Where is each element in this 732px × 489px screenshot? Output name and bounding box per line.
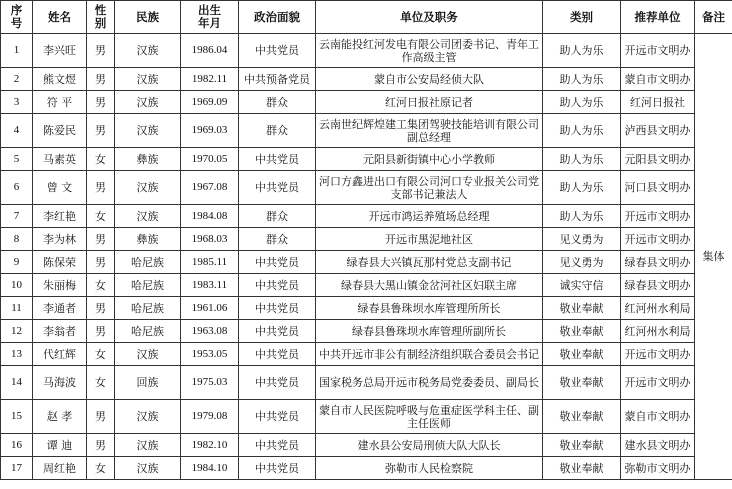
cell-political: 中共党员 [239, 34, 316, 68]
cell-unit: 云南能投红河发电有限公司团委书记、青年工作高级主管 [316, 34, 543, 68]
cell-political: 中共党员 [239, 297, 316, 320]
cell-recommender: 开远市文明办 [621, 228, 695, 251]
cell-political: 中共党员 [239, 251, 316, 274]
cell-gender: 女 [87, 148, 115, 171]
cell-ethnicity: 汉族 [115, 434, 181, 457]
cell-ethnicity: 汉族 [115, 343, 181, 366]
table-row [1, 343, 732, 366]
cell-seq: 6 [1, 171, 33, 205]
cell-seq: 1 [1, 34, 33, 68]
cell-unit: 弥勒市人民检察院 [316, 457, 543, 480]
cell-political: 中共党员 [239, 400, 316, 434]
cell-recommender: 绿春县文明办 [621, 251, 695, 274]
cell-seq: 10 [1, 274, 33, 297]
cell-political: 中共党员 [239, 148, 316, 171]
cell-unit: 绿春县鲁珠坝水库管理所所长 [316, 297, 543, 320]
cell-unit: 开远市黑泥地社区 [316, 228, 543, 251]
cell-gender: 男 [87, 114, 115, 148]
col-header-birth: 出生 年月 [181, 1, 239, 34]
cell-birth: 1984.08 [181, 205, 239, 228]
cell-ethnicity: 哈尼族 [115, 297, 181, 320]
cell-category: 敬业奉献 [543, 434, 621, 457]
table-row [1, 320, 732, 343]
cell-category: 助人为乐 [543, 34, 621, 68]
table-row [1, 171, 732, 205]
cell-recommender: 开远市文明办 [621, 34, 695, 68]
cell-unit: 绿春县大黑山镇金岔河社区妇联主席 [316, 274, 543, 297]
col-header-unit: 单位及职务 [316, 1, 543, 34]
cell-political: 中共党员 [239, 457, 316, 480]
cell-recommender: 弥勒市文明办 [621, 457, 695, 480]
table-row [1, 205, 732, 228]
cell-gender: 男 [87, 320, 115, 343]
cell-political: 中共党员 [239, 343, 316, 366]
cell-birth: 1986.04 [181, 34, 239, 68]
header-row [1, 1, 732, 34]
cell-gender: 男 [87, 171, 115, 205]
table-row [1, 228, 732, 251]
cell-recommender: 蒙自市文明办 [621, 68, 695, 91]
col-header-recommender: 推荐单位 [621, 1, 695, 34]
cell-seq: 2 [1, 68, 33, 91]
cell-name: 符 平 [33, 91, 87, 114]
cell-birth: 1983.11 [181, 274, 239, 297]
cell-gender: 男 [87, 400, 115, 434]
table-row [1, 297, 732, 320]
cell-gender: 女 [87, 366, 115, 400]
col-header-seq: 序 号 [1, 1, 33, 34]
cell-political: 中共党员 [239, 171, 316, 205]
cell-political: 中共党员 [239, 320, 316, 343]
cell-unit: 中共开远市非公有制经济组织联合委员会书记 [316, 343, 543, 366]
cell-unit: 国家税务总局开远市税务局党委委员、副局长 [316, 366, 543, 400]
cell-name: 马素英 [33, 148, 87, 171]
cell-birth: 1970.05 [181, 148, 239, 171]
cell-birth: 1982.11 [181, 68, 239, 91]
col-header-name: 姓名 [33, 1, 87, 34]
cell-name: 李兴旺 [33, 34, 87, 68]
table-row [1, 251, 732, 274]
cell-recommender: 元阳县文明办 [621, 148, 695, 171]
cell-seq: 7 [1, 205, 33, 228]
cell-ethnicity: 汉族 [115, 205, 181, 228]
cell-unit: 绿春县鲁珠坝水库管理所副所长 [316, 320, 543, 343]
cell-ethnicity: 汉族 [115, 400, 181, 434]
cell-birth: 1975.03 [181, 366, 239, 400]
cell-unit: 河口方鑫进出口有限公司河口专业报关公司党支部书记兼法人 [316, 171, 543, 205]
cell-seq: 8 [1, 228, 33, 251]
cell-recommender: 开远市文明办 [621, 366, 695, 400]
cell-ethnicity: 回族 [115, 366, 181, 400]
cell-unit: 开远市鸿运养殖场总经理 [316, 205, 543, 228]
table-row [1, 114, 732, 148]
cell-gender: 女 [87, 205, 115, 228]
table-row [1, 274, 732, 297]
cell-gender: 男 [87, 434, 115, 457]
cell-seq: 9 [1, 251, 33, 274]
cell-category: 敬业奉献 [543, 343, 621, 366]
cell-birth: 1968.03 [181, 228, 239, 251]
cell-name: 李为林 [33, 228, 87, 251]
cell-gender: 男 [87, 228, 115, 251]
cell-recommender: 开远市文明办 [621, 343, 695, 366]
cell-birth: 1982.10 [181, 434, 239, 457]
cell-seq: 11 [1, 297, 33, 320]
cell-category: 敬业奉献 [543, 366, 621, 400]
cell-birth: 1979.08 [181, 400, 239, 434]
cell-birth: 1967.08 [181, 171, 239, 205]
cell-name: 李通者 [33, 297, 87, 320]
table-row [1, 400, 732, 434]
cell-ethnicity: 汉族 [115, 91, 181, 114]
cell-political: 群众 [239, 114, 316, 148]
table-row [1, 457, 732, 480]
cell-name: 熊文煜 [33, 68, 87, 91]
cell-ethnicity: 汉族 [115, 171, 181, 205]
cell-recommender: 河口县文明办 [621, 171, 695, 205]
cell-seq: 14 [1, 366, 33, 400]
cell-name: 赵 孝 [33, 400, 87, 434]
cell-seq: 12 [1, 320, 33, 343]
cell-unit: 蒙自市人民医院呼吸与危重症医学科主任、副主任医师 [316, 400, 543, 434]
cell-seq: 5 [1, 148, 33, 171]
cell-gender: 男 [87, 34, 115, 68]
cell-name: 曾 文 [33, 171, 87, 205]
cell-unit: 蒙自市公安局经侦大队 [316, 68, 543, 91]
table-row [1, 68, 732, 91]
cell-ethnicity: 哈尼族 [115, 251, 181, 274]
cell-birth: 1963.08 [181, 320, 239, 343]
cell-category: 助人为乐 [543, 114, 621, 148]
col-header-note: 备注 [695, 1, 732, 34]
cell-ethnicity: 汉族 [115, 68, 181, 91]
cell-seq: 17 [1, 457, 33, 480]
cell-gender: 男 [87, 91, 115, 114]
cell-category: 助人为乐 [543, 148, 621, 171]
cell-recommender: 绿春县文明办 [621, 274, 695, 297]
table-row [1, 91, 732, 114]
cell-category: 敬业奉献 [543, 400, 621, 434]
cell-seq: 3 [1, 91, 33, 114]
cell-recommender: 建水县文明办 [621, 434, 695, 457]
cell-category: 助人为乐 [543, 68, 621, 91]
col-header-ethnicity: 民族 [115, 1, 181, 34]
cell-gender: 女 [87, 457, 115, 480]
cell-birth: 1953.05 [181, 343, 239, 366]
col-header-political: 政治面貌 [239, 1, 316, 34]
cell-ethnicity: 汉族 [115, 34, 181, 68]
cell-unit: 红河日报社原记者 [316, 91, 543, 114]
cell-birth: 1984.10 [181, 457, 239, 480]
cell-name: 周红艳 [33, 457, 87, 480]
cell-recommender: 红河日报社 [621, 91, 695, 114]
cell-category: 敬业奉献 [543, 457, 621, 480]
cell-unit: 建水县公安局刑侦大队大队长 [316, 434, 543, 457]
cell-name: 代红辉 [33, 343, 87, 366]
cell-birth: 1969.03 [181, 114, 239, 148]
cell-unit: 元阳县新街镇中心小学教师 [316, 148, 543, 171]
cell-category: 助人为乐 [543, 205, 621, 228]
cell-recommender: 蒙自市文明办 [621, 400, 695, 434]
table-row [1, 34, 732, 68]
cell-name: 陈爱民 [33, 114, 87, 148]
cell-category: 见义勇为 [543, 251, 621, 274]
cell-political: 群众 [239, 205, 316, 228]
cell-gender: 男 [87, 68, 115, 91]
table-row [1, 366, 732, 400]
cell-recommender: 开远市文明办 [621, 205, 695, 228]
cell-category: 诚实守信 [543, 274, 621, 297]
cell-gender: 女 [87, 343, 115, 366]
cell-political: 群众 [239, 91, 316, 114]
cell-unit: 云南世纪辉煌建工集团驾驶技能培训有限公司副总经理 [316, 114, 543, 148]
cell-name: 谭 迪 [33, 434, 87, 457]
cell-recommender: 泸西县文明办 [621, 114, 695, 148]
cell-ethnicity: 哈尼族 [115, 320, 181, 343]
cell-political: 群众 [239, 228, 316, 251]
cell-political: 中共党员 [239, 434, 316, 457]
cell-name: 李红艳 [33, 205, 87, 228]
cell-ethnicity: 彝族 [115, 228, 181, 251]
cell-birth: 1969.09 [181, 91, 239, 114]
cell-category: 助人为乐 [543, 91, 621, 114]
cell-seq: 4 [1, 114, 33, 148]
cell-ethnicity: 汉族 [115, 114, 181, 148]
cell-unit: 绿春县大兴镇瓦那村党总支副书记 [316, 251, 543, 274]
cell-ethnicity: 汉族 [115, 457, 181, 480]
cell-recommender: 红河州水利局 [621, 297, 695, 320]
cell-name: 陈保荣 [33, 251, 87, 274]
cell-category: 助人为乐 [543, 171, 621, 205]
cell-gender: 男 [87, 251, 115, 274]
cell-birth: 1961.06 [181, 297, 239, 320]
table-row [1, 434, 732, 457]
cell-category: 敬业奉献 [543, 297, 621, 320]
cell-ethnicity: 彝族 [115, 148, 181, 171]
col-header-category: 类别 [543, 1, 621, 34]
cell-category: 敬业奉献 [543, 320, 621, 343]
cell-name: 马海波 [33, 366, 87, 400]
cell-ethnicity: 哈尼族 [115, 274, 181, 297]
cell-name: 朱丽梅 [33, 274, 87, 297]
cell-note-merged: 集体 [695, 34, 732, 480]
table-row [1, 148, 732, 171]
cell-birth: 1985.11 [181, 251, 239, 274]
cell-seq: 15 [1, 400, 33, 434]
cell-political: 中共预备党员 [239, 68, 316, 91]
cell-category: 见义勇为 [543, 228, 621, 251]
col-header-gender: 性 别 [87, 1, 115, 34]
cell-gender: 女 [87, 274, 115, 297]
cell-political: 中共党员 [239, 366, 316, 400]
cell-seq: 16 [1, 434, 33, 457]
cell-seq: 13 [1, 343, 33, 366]
cell-recommender: 红河州水利局 [621, 320, 695, 343]
cell-name: 李翁者 [33, 320, 87, 343]
cell-political: 中共党员 [239, 274, 316, 297]
table-body [1, 34, 732, 480]
cell-gender: 男 [87, 297, 115, 320]
